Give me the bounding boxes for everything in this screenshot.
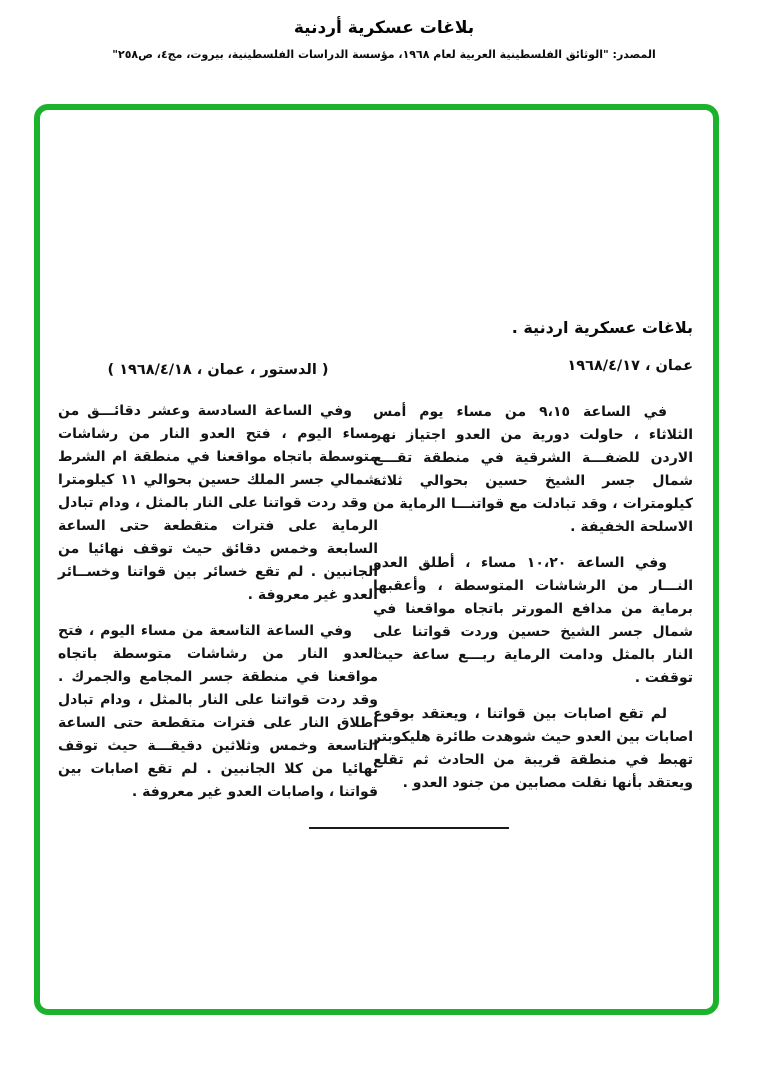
paragraph: وفي الساعة السادسة وعشر دقائـــق من مساء اليوم ، فتح العدو النار من رشاشات متوسطة باتجاه مواقعنا في منطقة ام الشرط شمالي جسر الملك حسين بحوالي ١١ كيلومترا . وقد ردت قواتنا على النار بالمثل ، ودام تبادل الرماية على فترات متقطعة حتى الساعة السابعة وخمس دقائق حيث توقف نهائيا من الجانبين . لم تقع خسائر بين قواتنا وخســائر العدو غير معروفة . (58, 403, 378, 603)
column-left (58, 362, 378, 817)
paragraph: وفي الساعة ١٠،٢٠ مساء ، أطلق العدو النـــار من الرشاشات المتوسطة ، وأعقبها برماية من مدافع المورتر باتجاه مواقعنا في شمال جسر الشيخ حسين وردت قواتنا على النار بالمثل ودامت الرماية ربـــع ساعة حيث توقفت . (373, 555, 693, 686)
dateline-dustour-18: ( الدستور ، عمان ، ١٩٦٨/٤/١٨ ) (107, 362, 329, 378)
paragraph: وفي الساعة التاسعة من مساء اليوم ، فتح العدو النار من رشاشات متوسطة باتجاه مواقعنا في منطقة جسر المجامع والجمرك . وقد ردت قواتنا على النار بالمثل ، ودام تبادل اطلاق النار على فترات متقطعة حتى الساعة التاسعة وخمس وثلاثين دقيقـــة حيث توقف نهائيا من كلا الجانبين . لم تقع اصابات بين قواتنا ، واصابات العدو غير معروفة . (58, 623, 378, 800)
communique-title: بلاغات عسكرية اردنية . (511, 318, 693, 337)
paragraph: لم تقع اصابات بين قواتنا ، ويعتقد بوقوع اصابات بين العدو حيث شوهدت طائرة هليكوبتر تهبط في منطقة قريبة من الحادث ثم تقلع ويعتقد بأنها نقلت مصابين من جنود العدو . (373, 706, 693, 791)
source-citation: المصدر: "الوثائق الفلسطينية العربية لعام ١٩٦٨، مؤسسة الدراسات الفلسطينية، بيروت، مج٤، ص٢٥٨" (112, 48, 656, 61)
paragraph: في الساعة ٩،١٥ من مساء يوم أمس الثلاثاء ، حاولت دورية من العدو اجتياز نهر الاردن للضفـــة الشرقية في منطقة تقـــع شمال جسر الشيخ حسين بحوالي ثلاثة كيلومترات ، وقد تبادلت مع قواتنـــا الرماية من الاسلحة الخفيفة . (373, 404, 693, 535)
divider-line (309, 827, 509, 829)
page-header (0, 18, 768, 61)
dateline-amman-17: عمان ، ١٩٦٨/٤/١٧ (567, 358, 693, 374)
document-frame (34, 104, 719, 1015)
column-right (373, 318, 693, 808)
page-title: بلاغات عسكرية أردنية (293, 18, 475, 38)
